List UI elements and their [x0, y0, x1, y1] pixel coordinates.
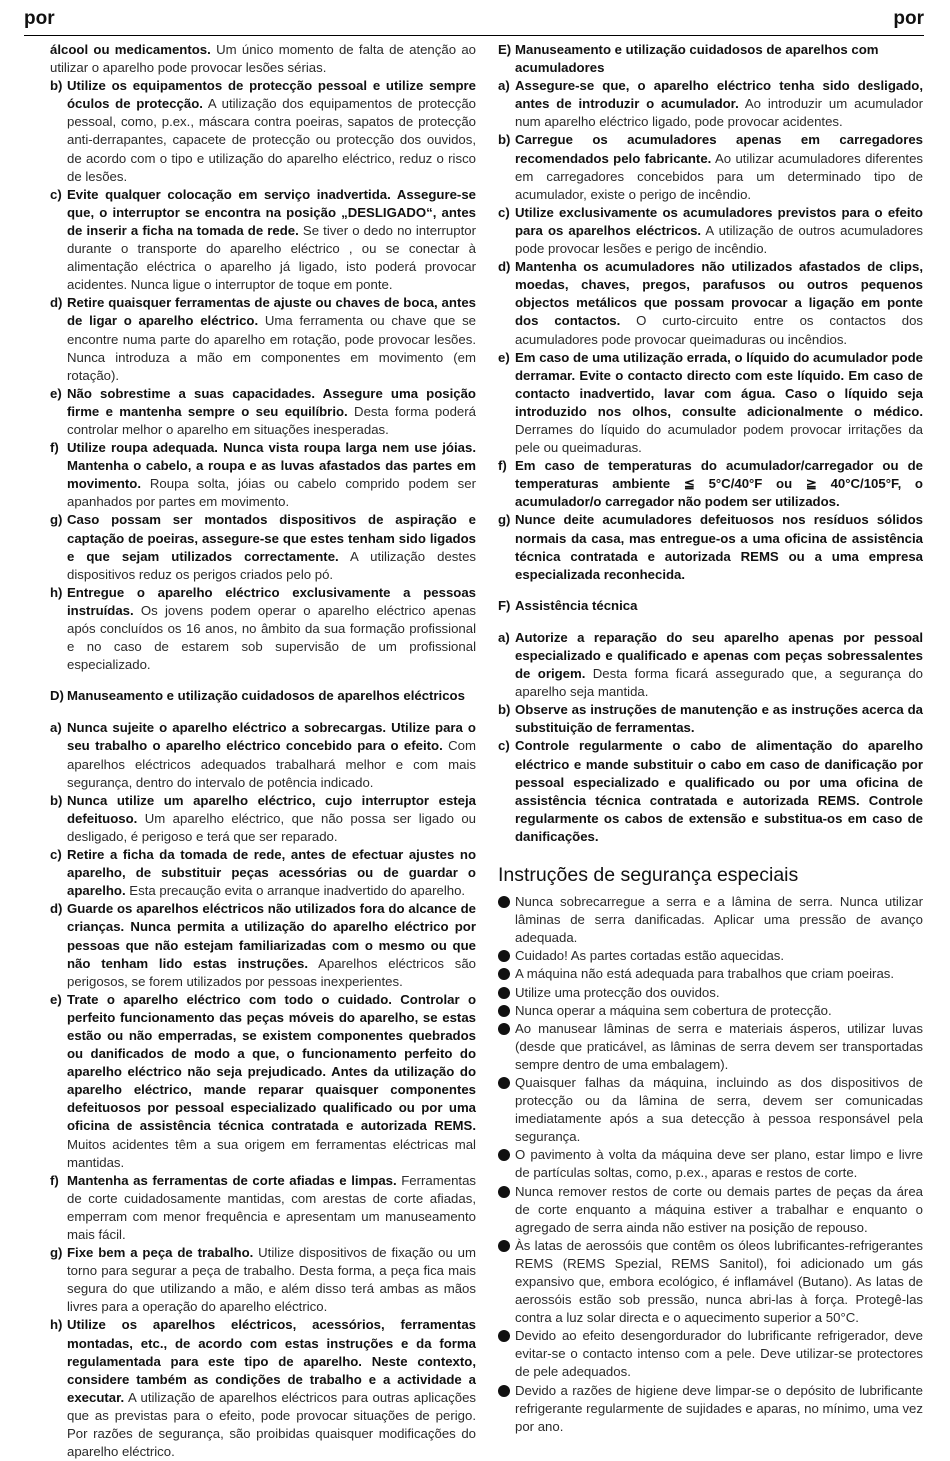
bullet-item [498, 1382, 923, 1436]
bullet-text: Às latas de aerossóis que contêm os óleos lubrificantes-refrigerantes REMS (REMS Spezial, REMS Sanitol), foi adicionado um gás expansivo que, embora ecológico, é inflamável (Butano). As latas de aerossóis estão sob pressão, nunca abri-las à força. Protegê-las contra a luz solar directa e o aquecimento superior a 50°C. [515, 1237, 923, 1326]
bullet-item [498, 1146, 923, 1182]
list-item [498, 204, 923, 258]
item-marker: h) [50, 1317, 63, 1333]
bullet-dot-icon [498, 1005, 510, 1017]
item-lead-text: Utilize os aparelhos eléctricos, acessórios, ferramentas montadas, etc., de acordo com estas instruções e da forma regulamentada para este tipo de aparelho. Neste contexto, considere também as condições de trabalho e a actividade a executar. [67, 1317, 476, 1405]
list-item [50, 719, 476, 791]
list-item [498, 701, 923, 737]
items-section-f [498, 629, 923, 846]
item-marker: c) [50, 186, 62, 202]
item-lead-text: Nunca sujeite o aparelho eléctrico a sobrecargas. Utilize para o seu trabalho o aparelho eléctrico concebido para o efeito. [67, 720, 476, 754]
item-lead-text: Fixe bem a peça de trabalho. [67, 1245, 254, 1261]
bullet-item [498, 947, 923, 965]
item-marker: c) [498, 738, 510, 754]
item-body-text: A utilização de outros acumuladores pode provocar lesões e perigo de incêndio. [515, 222, 923, 257]
list-item [498, 629, 923, 701]
bullet-dot-icon [498, 1186, 510, 1198]
list-item [50, 77, 476, 186]
item-lead-text: Utilize roupa adequada. Nunca vista roupa larga nem use jóias. Mantenha o cabelo, a roupa e as luvas afastados das partes em movimento. [67, 440, 476, 492]
item-marker: c) [498, 204, 510, 220]
items-section-e [498, 77, 923, 584]
item-marker: b) [498, 702, 511, 718]
item-body-text: Muitos acidentes têm a sua origem em ferramentas eléctricas mal mantidas. [67, 1136, 476, 1170]
bullet-text: Utilize uma protecção dos ouvidos. [515, 984, 720, 1000]
list-item [498, 349, 923, 458]
item-lead-text: Controle regularmente o cabo de alimentação do aparelho eléctrico e mande substituir o cabo em caso de danificação por pessoal especializado e qualificado ou por uma oficina de assistência técnica contratada e autorizada REMS. Controle regularmente os cabos de extensão e substitua-os em caso de danificações. [515, 738, 923, 844]
item-body-text: Uma ferramenta ou chave que se encontre numa parte do aparelho em rotação, pode provocar lesões. Nunca introduza a mão em componentes em movimento (em rotação). [67, 313, 476, 383]
item-body-text: Se tiver o dedo no interruptor durante o transporte do aparelho eléctrico , ou se conectar à alimentação eléctrica o aparelho já ligado, isto poderá provocar acidentes. Nunca ligue o interruptor de toque em ponte. [67, 222, 476, 293]
item-lead-text: Mantenha os acumuladores não utilizados afastados de clips, moedas, chaves, pregos, parafusos ou outros pequenos objectos metálicos que possam provocar a ligação em ponte dos contactos. [515, 259, 923, 329]
item-body-text: Um aparelho eléctrico, que não possa ser ligado ou desligado, é perigoso e terá que ser reparado. [67, 810, 476, 844]
item-body-text: A utilização destes dispositivos reduz os perigos criados pelo pó. [67, 548, 476, 582]
section-e-heading: E) Manuseamento e utilização cuidadosos de aparelhos com acumuladores [498, 42, 879, 76]
list-item [50, 385, 476, 439]
item-body-text: Esta precaução evita o arranque inadvertido do aparelho. [125, 883, 466, 899]
list-item [50, 511, 476, 583]
item-marker: d) [498, 259, 511, 275]
list-item [498, 737, 923, 846]
bullet-text: O pavimento à volta da máquina deve ser plano, estar limpo e livre de partículas soltas, como, p.ex., aparas e restos de corte. [515, 1147, 923, 1181]
item-marker: b) [50, 78, 63, 94]
bullet-text: Ao manusear lâminas de serra e materiais ásperos, utilizar luvas (desde que praticável, as lâminas de serra devem ser transportadas sempre dentro de uma embalagem). [515, 1020, 923, 1072]
item-body-text: A utilização de aparelhos eléctricos para outras aplicações que as previstas para o efeito, pode provocar situações de perigo. Por razões de segurança, são proibidas quaisquer modificações do aparelho eléctrico. [67, 1389, 476, 1460]
item-lead-text: Entregue o aparelho eléctrico exclusivamente a pessoas instruídas. [67, 584, 476, 618]
item-marker: f) [50, 1172, 59, 1188]
bullet-dot-icon [498, 1385, 510, 1397]
item-lead-text: Evite qualquer colocação em serviço inadvertida. Assegure-se que, o interruptor se encontra na posição „DESLIGADO“, antes de inserir a ficha na tomada de rede. [67, 186, 476, 238]
item-body-text: Derrames do líquido do acumulador podem provocar irritações da pele ou queimaduras. [515, 421, 923, 456]
item-body-text: Ao introduzir um acumulador num aparelho eléctrico ligado, pode provocar acidentes. [515, 96, 923, 130]
item-body-text: Aparelhos eléctricos são perigosos, se forem utilizados por pessoas inexperientes. [67, 955, 476, 989]
item-lead-text: Em caso de uma utilização errada, o líquido do acumulador pode derramar. Evite o contacto directo com este líquido. Em caso de contacto inadvertido, lavar com água. Caso o líquido seja introduzido nos olhos, consulte adicionalmente o médico. [515, 349, 923, 419]
items-section-d [50, 719, 476, 1461]
item-marker: f) [498, 458, 507, 474]
item-body-text: Ao utilizar acumuladores diferentes em carregadores concebidos para um determinado tipo de acumulador, existe o perigo de incêndio. [515, 150, 924, 202]
item-body-text: Desta forma poderá controlar melhor o aparelho em situações inesperadas. [67, 403, 476, 437]
list-item [50, 1172, 476, 1244]
item-marker: h) [50, 584, 63, 600]
list-item [498, 131, 923, 203]
item-marker: e) [50, 385, 62, 401]
item-body-text: Os jovens podem operar o aparelho eléctrico apenas após concluídos os 16 anos, no âmbito da sua formação profissional e no caso de estarem sob supervisão de um profissional especializado. [67, 602, 476, 673]
section-f-heading: F) Assistência técnica [498, 597, 638, 613]
item-lead-text: Carregue os acumuladores apenas em carregadores recomendados pelo fabricante. [515, 132, 923, 166]
item-lead-text: Caso possam ser montados dispositivos de aspiração e captação de poeiras, assegure-se que estes tenham sido ligados e que sejam utilizados correctamente. [67, 512, 476, 564]
item-marker: e) [498, 349, 510, 365]
list-item [50, 439, 476, 511]
bullet-dot-icon [498, 1077, 510, 1089]
special-bullet-list [498, 893, 923, 1436]
bullet-dot-icon [498, 968, 510, 980]
item-marker: b) [50, 792, 63, 808]
item-lead-text: Em caso de temperaturas do acumulador/carregador ou de temperaturas ambiente ≦ 5°C/40°F ou ≧ 40°C/105°F, o acumulador/o carregador não podem ser utilizados. [515, 458, 923, 510]
item-body-text: Com aparelhos eléctricos adequados trabalhará melhor e com mais segurança, dentro do intervalo de potência indicado. [67, 738, 476, 790]
item-lead-text: Utilize os equipamentos de protecção pessoal e utilize sempre óculos de protecção. [67, 78, 476, 112]
list-item [50, 186, 476, 295]
items-section-c [50, 77, 476, 674]
bullet-dot-icon [498, 896, 510, 908]
bullet-dot-icon [498, 987, 510, 999]
language-label-left: por [24, 8, 55, 29]
list-item [50, 991, 476, 1172]
item-lead-text: Trate o aparelho eléctrico com todo o cuidado. Controlar o perfeito funcionamento das peças móveis do aparelho, se estas estão ou não emperradas, se existem componentes quebrados ou danificados de modo a que, o funcionamento perfeito do aparelho eléctrico não seja prejudicado. Antes da utilização do aparelho eléctrico, mande reparar quaisquer componentes defeituosos por pessoal especializado qualificado ou por uma oficina de assistência técnica contratada e autorizada REMS. [67, 991, 476, 1134]
item-body-text: Utilize dispositivos de fixação ou um torno para segurar a peça de trabalho. Desta forma, a peça fica mais segura do que utilizando a mão, e além disso terá ambas as mãos livres para a operação do aparelho eléctrico. [67, 1245, 476, 1315]
bullet-text: Devido ao efeito desengordurador do lubrificante refrigerador, deve evitar-se o contacto intenso com a pele. Deve utilizar-se protectores de pele adequados. [515, 1328, 923, 1380]
item-body-text: O curto-circuito entre os contactos dos acumuladores pode provocar queimaduras ou incêndios. [515, 313, 923, 347]
bullet-text: Devido a razões de higiene deve limpar-se o depósito de lubrificante refrigerante regularmente de sujidades e aparas, no mínimo, uma vez por ano. [515, 1382, 923, 1434]
item-marker: a) [498, 629, 510, 645]
bullet-item [498, 893, 923, 947]
item-marker: g) [498, 512, 511, 528]
continued-paragraph: álcool ou medicamentos. Um único momento de falta de atenção ao utilizar o aparelho pode provocar lesões sérias. [50, 42, 476, 76]
bullet-dot-icon [498, 950, 510, 962]
item-marker: c) [50, 847, 62, 863]
bullet-item [498, 984, 923, 1002]
list-item [498, 457, 923, 511]
item-marker: d) [50, 901, 63, 917]
bullet-dot-icon [498, 1240, 510, 1252]
item-marker: g) [50, 1245, 63, 1261]
item-lead-text: Utilize exclusivamente os acumuladores previstos para o efeito para os aparelhos eléctricos. [515, 204, 923, 238]
bullet-item [498, 1002, 923, 1020]
item-body-text: Desta forma ficará assegurado que, a segurança do aparelho seja mantida. [515, 666, 923, 700]
item-lead-text: Mantenha as ferramentas de corte afiadas e limpas. [67, 1172, 397, 1188]
header-rule [24, 35, 924, 36]
item-lead-text: Assegure-se que, o aparelho eléctrico tenha sido desligado, antes de introduzir o acumulador. [515, 78, 923, 112]
section-d-heading: D) Manuseamento e utilização cuidadosos de aparelhos eléctricos [50, 688, 465, 704]
list-item [50, 900, 476, 990]
bullet-item [498, 1183, 923, 1237]
language-label-right: por [893, 8, 924, 29]
bullet-text: Cuidado! As partes cortadas estão aquecidas. [515, 948, 785, 964]
list-item [498, 77, 923, 131]
list-item [50, 294, 476, 384]
bullet-item [498, 1074, 923, 1146]
list-item [498, 258, 923, 348]
item-lead-text: Retire quaisquer ferramentas de ajuste ou chaves de boca, antes de ligar o aparelho eléctrico. [67, 295, 476, 329]
item-marker: b) [498, 132, 511, 148]
left-column [50, 41, 476, 1461]
item-marker: a) [498, 78, 510, 94]
bullet-dot-icon [498, 1330, 510, 1342]
item-body-text: Roupa solta, jóias ou cabelo comprido podem ser apanhados por partes em movimento. [67, 476, 476, 510]
item-lead-text: Observe as instruções de manutenção e as instruções acerca da substituição de ferramentas. [515, 702, 923, 736]
item-body-text: A utilização dos equipamentos de protecção pessoal, como, p.ex., máscara contra poeiras, sapatos de protecção anti-derrapantes, capacete de protecção ou protecção dos ouvidos, de acordo com o tipo e utilização do aparelho eléctrico, reduz o risco de lesões. [67, 96, 476, 184]
item-lead-text: Retire a ficha da tomada de rede, antes de efectuar ajustes no aparelho, de substituir peças acessórias ou de guardar o aparelho. [67, 847, 476, 899]
special-instructions-heading: Instruções de segurança especiais [498, 864, 799, 887]
list-item [50, 1316, 476, 1461]
item-marker: g) [50, 512, 63, 528]
list-item [50, 584, 476, 674]
bullet-text: Nunca operar a máquina sem cobertura de protecção. [515, 1002, 832, 1018]
bullet-item [498, 1327, 923, 1381]
bullet-dot-icon [498, 1023, 510, 1035]
list-item [50, 792, 476, 846]
bullet-item [498, 965, 923, 983]
item-lead-text: Guarde os aparelhos eléctricos não utilizados fora do alcance de crianças. Nunca permita a utilização do aparelho eléctrico por pessoas que não estejam familiarizadas com o mesmo ou que não tenham lido estas instruções. [67, 901, 476, 971]
list-item [50, 1244, 476, 1316]
item-lead-text: Nunce deite acumuladores defeituosos nos resíduos sólidos normais da casa, mas entregue-os a uma oficina de assistência técnica contratada e autorizada REMS ou a uma empresa especializada reconhecida. [515, 512, 923, 582]
item-marker: e) [50, 991, 62, 1007]
bullet-text: A máquina não está adequada para trabalhos que criam poeiras. [515, 966, 895, 982]
bullet-text: Quaisquer falhas da máquina, incluindo as dos dispositivos de protecção ou da lâmina de serra, devem ser comunicadas imediatamente após a sua detecção à pessoa responsável pela segurança. [515, 1074, 923, 1145]
bullet-text: Nunca sobrecarregue a serra e a lâmina de serra. Nunca utilizar lâminas de serra danificadas. Aplicar uma pressão de avanço adequada. [515, 894, 923, 946]
item-lead-text: Autorize a reparação do seu aparelho apenas por pessoal especializado e qualificado e apenas com peças sobressalentes de origem. [515, 629, 923, 682]
bullet-text: Nunca remover restos de corte ou demais partes de peças da área de corte enquanto a máquina estiver a trabalhar e enquanto o agregado de serra ainda não estiver na posição de repouso. [515, 1183, 923, 1235]
item-marker: f) [50, 440, 59, 456]
item-body-text: Ferramentas de corte cuidadosamente mantidas, com arestas de corte afiadas, emperram com menor frequência e apresentam um manuseamento mais fácil. [67, 1172, 476, 1242]
item-lead-text: Não sobrestime a suas capacidades. Assegure uma posição firme e mantenha sempre o seu equilíbrio. [67, 385, 476, 419]
list-item [498, 511, 923, 583]
right-column [498, 41, 923, 1436]
bullet-item [498, 1020, 923, 1074]
item-marker: a) [50, 720, 62, 736]
item-lead-text: Nunca utilize um aparelho eléctrico, cujo interruptor esteja defeituoso. [67, 792, 476, 826]
bullet-dot-icon [498, 1149, 510, 1161]
item-marker: d) [50, 295, 63, 311]
bullet-item [498, 1237, 923, 1327]
list-item [50, 846, 476, 900]
